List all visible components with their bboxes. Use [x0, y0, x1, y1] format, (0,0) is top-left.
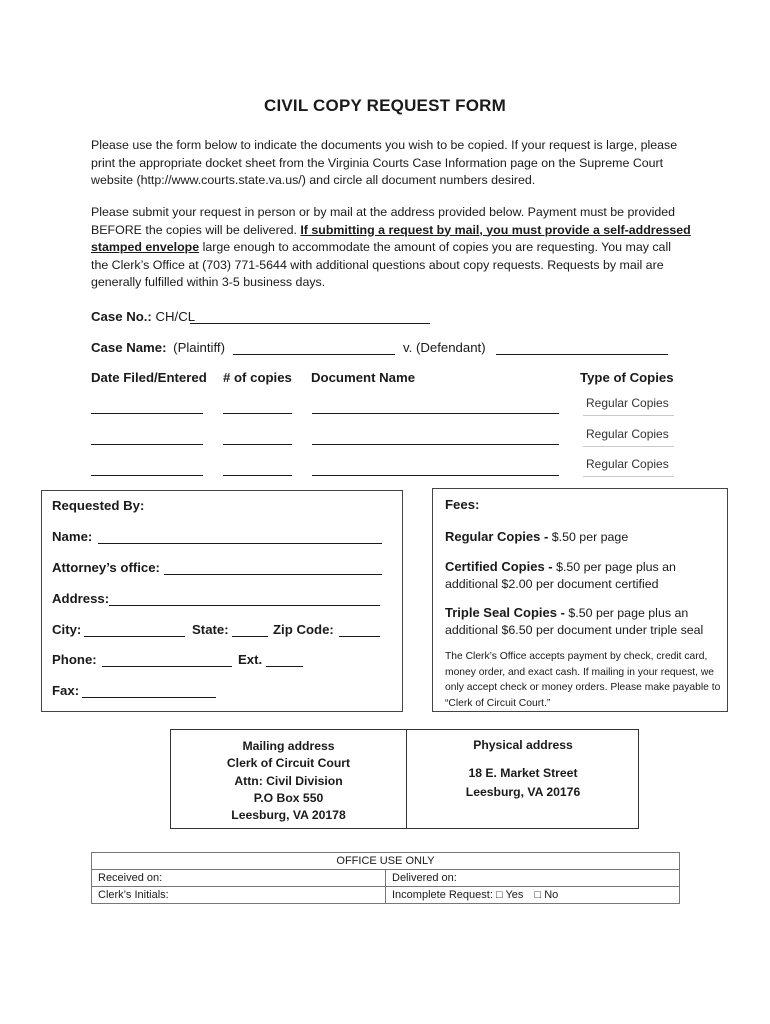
fee-certified-text: $.50 per page plus an additional $2.00 per document certified: [445, 560, 676, 591]
attorney-field[interactable]: [164, 574, 382, 575]
case-no-prefix: CH/CL: [155, 309, 196, 324]
column-copies: # of copies: [223, 370, 292, 385]
city-field[interactable]: [84, 636, 185, 637]
requested-by-box: [41, 490, 403, 712]
copy-type-select[interactable]: Regular Copies: [586, 396, 669, 410]
ext-field[interactable]: [266, 666, 303, 667]
plaintiff-field[interactable]: [233, 354, 395, 355]
column-date: Date Filed/Entered: [91, 370, 207, 385]
case-name-label: Case Name:: [91, 340, 167, 355]
fee-regular: [445, 529, 628, 544]
delivered-on-field[interactable]: Delivered on:: [392, 872, 457, 884]
fee-regular-text: $.50 per page: [548, 530, 629, 544]
intro-p2-rest: large enough to accommodate the amount of copies you are requesting. You may call the Clerk’s Office at (703) 771-5644 with additional questions about copy requests. Requests by mail are generally fulfilled within 3-5 business days.: [91, 240, 671, 289]
name-field[interactable]: [98, 543, 382, 544]
form-title: CIVIL COPY REQUEST FORM: [263, 96, 506, 115]
no-label: No: [544, 889, 559, 901]
yes-checkbox[interactable]: □: [495, 889, 503, 901]
column-document: Document Name: [311, 370, 416, 385]
document-field[interactable]: [312, 444, 559, 445]
name-label: Name:: [52, 529, 93, 544]
intro-p2-emphasis: If submitting a request by mail, you must provide a self-addressed stamped envelope: [91, 222, 691, 254]
fee-triple-text: $.50 per page plus an additional $6.50 per document under triple seal: [445, 606, 704, 637]
city-label: City:: [52, 622, 82, 637]
zip-label: Zip Code:: [273, 622, 334, 637]
type-underline: [583, 446, 674, 447]
defendant-field[interactable]: [496, 354, 668, 355]
received-on-field[interactable]: Received on:: [98, 872, 163, 884]
type-underline: [583, 476, 674, 477]
fees-heading: Fees:: [445, 497, 480, 512]
physical-address: [407, 738, 639, 802]
case-no-label: Case No.:: [91, 309, 152, 324]
state-label: State:: [192, 622, 229, 637]
copies-field[interactable]: [223, 413, 292, 414]
copies-field[interactable]: [223, 475, 292, 476]
zip-field[interactable]: [339, 636, 380, 637]
office-use-table: [91, 852, 680, 904]
fax-label: Fax:: [52, 683, 80, 698]
payment-note: The Clerk’s Office accepts payment by check, credit card, money order, and exact cash. If mailing in your request, we only accept check or money orders. Please make payable to “Clerk of Circuit Court.”: [445, 651, 721, 709]
phone-field[interactable]: [102, 666, 232, 667]
mailing-heading: Mailing address: [242, 739, 335, 753]
no-checkbox[interactable]: □: [534, 889, 542, 901]
type-underline: [583, 415, 674, 416]
mailing-address: [171, 738, 406, 824]
case-no-field[interactable]: [190, 323, 430, 324]
plaintiff-label: (Plaintiff): [173, 340, 225, 355]
column-type: Type of Copies: [580, 370, 674, 385]
clerk-initials-field[interactable]: Clerk’s Initials:: [98, 889, 169, 901]
mailing-line-3: P.O Box 550: [253, 790, 324, 805]
address-table: [170, 729, 639, 829]
state-field[interactable]: [232, 636, 268, 637]
fee-regular-label: Regular Copies -: [445, 529, 549, 544]
fees-box: [432, 488, 728, 712]
date-field[interactable]: [91, 413, 203, 414]
fee-triple: [445, 604, 725, 639]
office-use-heading: OFFICE USE ONLY: [92, 853, 679, 870]
intro-paragraph-1: Please use the form below to indicate the documents you wish to be copied. If your request is large, please print the appropriate docket sheet from the Virginia Courts Case Information page on the Supreme Court website (http://www.courts.state.va.us/) and circle all document numbers desired.: [91, 138, 678, 187]
case-name-label-group: [91, 340, 225, 355]
physical-heading: Physical address: [473, 738, 573, 752]
ext-label: Ext.: [238, 652, 263, 667]
address-label: Address:: [52, 591, 110, 606]
fee-certified-label: Certified Copies -: [445, 559, 553, 574]
case-no-row: [91, 309, 195, 324]
defendant-label: v. (Defendant): [403, 340, 486, 355]
copy-type-select[interactable]: Regular Copies: [586, 427, 669, 441]
document-field[interactable]: [312, 413, 559, 414]
mailing-line-4: Leesburg, VA 20178: [231, 808, 346, 823]
copies-field[interactable]: [223, 444, 292, 445]
phone-label: Phone:: [52, 652, 97, 667]
fee-certified: [445, 558, 720, 593]
fax-field[interactable]: [82, 697, 216, 698]
address-field[interactable]: [109, 605, 380, 606]
date-field[interactable]: [91, 444, 203, 445]
intro-p2-text: Please submit your request in person or by mail at the address provided below. Payment must be provided BEFORE the copies will be delivered.: [91, 205, 676, 237]
mailing-line-1: Clerk of Circuit Court: [226, 756, 351, 771]
yes-label: Yes: [505, 889, 524, 901]
date-field[interactable]: [91, 475, 203, 476]
document-field[interactable]: [312, 475, 559, 476]
attorney-label: Attorney’s office:: [52, 560, 160, 575]
fee-triple-label: Triple Seal Copies -: [445, 605, 565, 620]
copy-type-select[interactable]: Regular Copies: [586, 457, 669, 471]
incomplete-request-row: [386, 887, 679, 903]
incomplete-request-label: Incomplete Request:: [392, 889, 493, 901]
mailing-line-2: Attn: Civil Division: [234, 773, 343, 788]
requested-by-heading: Requested By:: [52, 498, 145, 513]
physical-line-1: 18 E. Market Street: [468, 766, 578, 780]
physical-line-2: Leesburg, VA 20176: [465, 785, 581, 799]
intro-paragraph-2: [91, 204, 691, 292]
